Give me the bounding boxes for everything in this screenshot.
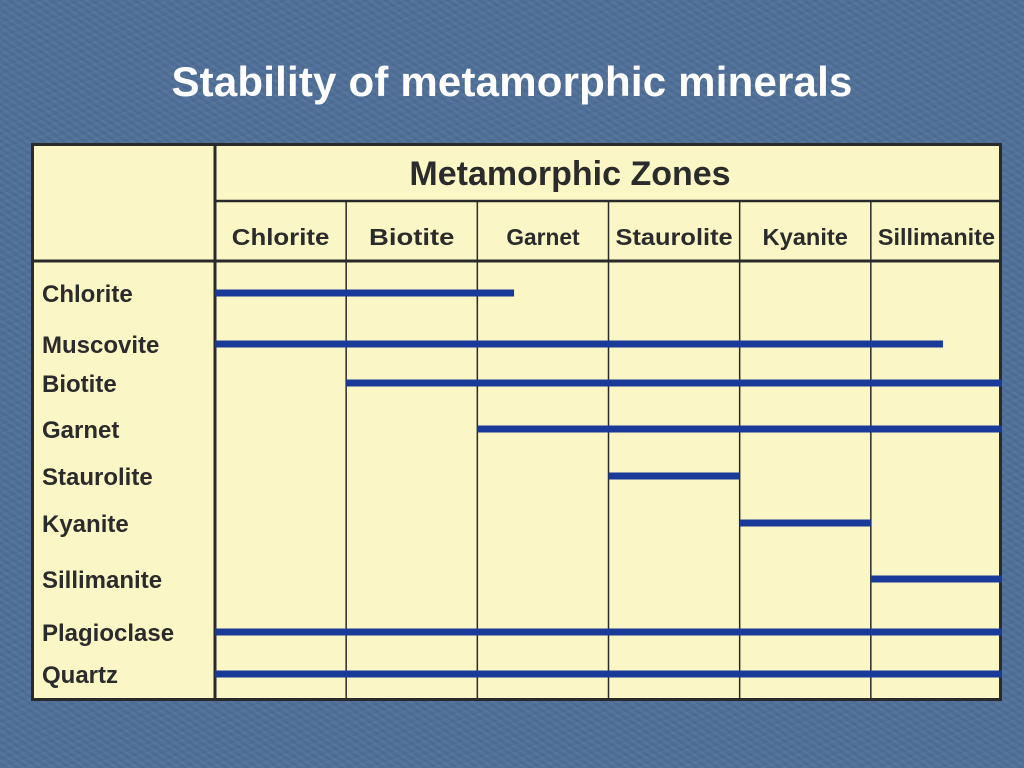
mineral-label-muscovite: Muscovite [42, 332, 160, 359]
mineral-label-chlorite: Chlorite [42, 281, 133, 308]
zone-label-biotite: Biotite [369, 224, 455, 250]
zone-label-chlorite: Chlorite [231, 224, 330, 250]
mineral-stability-chart [31, 143, 1002, 701]
mineral-label-quartz: Quartz [42, 662, 119, 689]
zone-label-garnet: Garnet [506, 224, 580, 250]
zone-label-sillimanite: Sillimanite [877, 224, 996, 250]
mineral-label-plagioclase: Plagioclase [42, 620, 175, 647]
mineral-label-biotite: Biotite [42, 371, 117, 398]
zone-label-kyanite: Kyanite [762, 224, 848, 250]
zone-label-staurolite: Staurolite [615, 224, 733, 250]
slide-title: Stability of metamorphic minerals [171, 58, 853, 105]
mineral-label-sillimanite: Sillimanite [42, 567, 163, 594]
mineral-label-kyanite: Kyanite [42, 511, 129, 538]
label-layer [42, 224, 995, 689]
zones-header: Metamorphic Zones [409, 155, 731, 193]
mineral-label-garnet: Garnet [42, 417, 120, 444]
chart-svg [31, 143, 1002, 701]
mineral-label-staurolite: Staurolite [42, 464, 153, 491]
